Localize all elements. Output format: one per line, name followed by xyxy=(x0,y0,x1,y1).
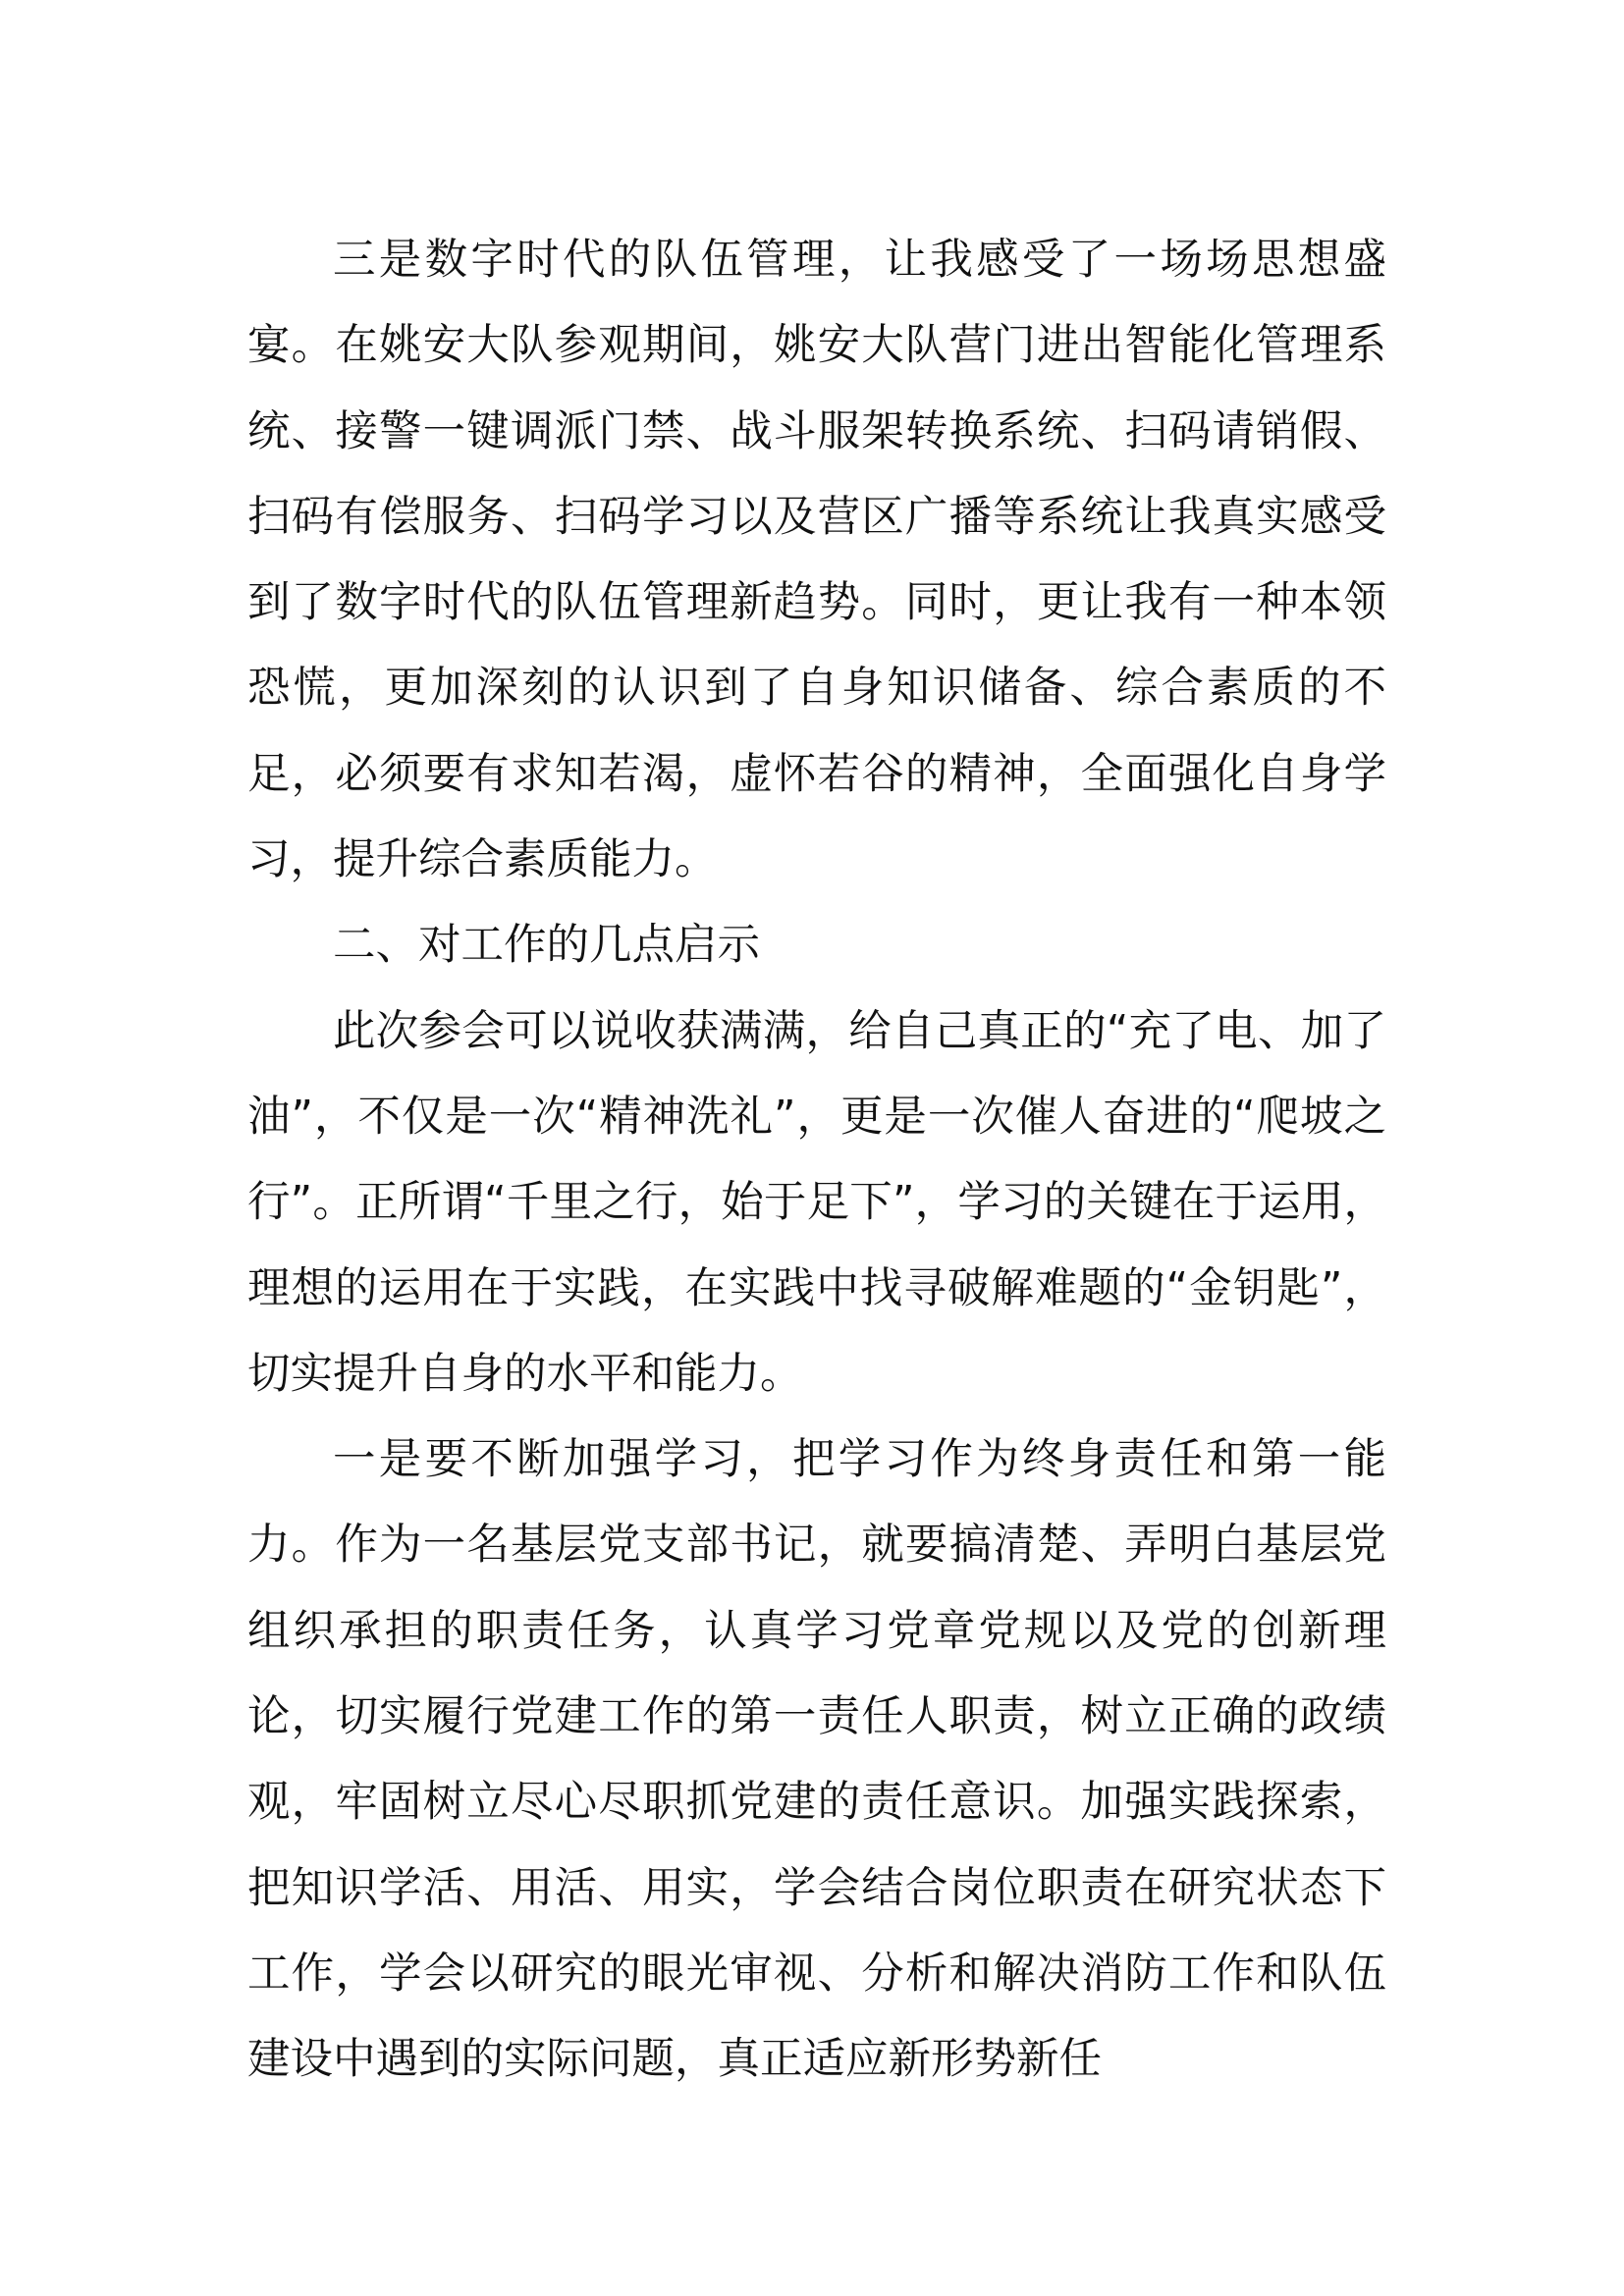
document-body xyxy=(247,218,1386,2104)
section-heading-work-insights: 二、对工作的几点启示 xyxy=(333,921,760,971)
paragraph-continuous-learning: 一是要不断加强学习，把学习作为终身责任和第一能力。作为一名基层党支部书记，就要搞清楚、弄明白基层党组织承担的职责任务，认真学习党章党规以及党的创新理论，切实履行党建工作的第一责任人职责，树立正确的政绩观，牢固树立尽心尽职抓党建的责任意识。加强实践探索，把知识学活、用活、用实，学会结合岗位职责在研究状态下工作，学会以研究的眼光审视、分析和解决消防工作和队伍建设中遇到的实际问题，真正适应新形势新任 xyxy=(247,1435,1386,2085)
paragraph-meeting-gains: 此次参会可以说收获满满，给自己真正的“充了电、加了油”，不仅是一次“精神洗礼”，更是一次催人奋进的“爬坡之行”。正所谓“千里之行，始于足下”，学习的关键在于运用，理想的运用在于实践，在实践中找寻破解难题的“金钥匙”，切实提升自身的水平和能力。 xyxy=(247,1006,1386,1399)
paragraph-digital-management: 三是数字时代的队伍管理，让我感受了一场场思想盛宴。在姚安大队参观期间，姚安大队营门进出智能化管理系统、接警一键调派门禁、战斗服架转换系统、扫码请销假、扫码有偿服务、扫码学习以及营区广播等系统让我真实感受到了数字时代的队伍管理新趋势。同时，更让我有一种本领恐慌，更加深刻的认识到了自身知识储备、综合素质的不足，必须要有求知若渴，虚怀若谷的精神，全面强化自身学习，提升综合素质能力。 xyxy=(247,236,1386,885)
